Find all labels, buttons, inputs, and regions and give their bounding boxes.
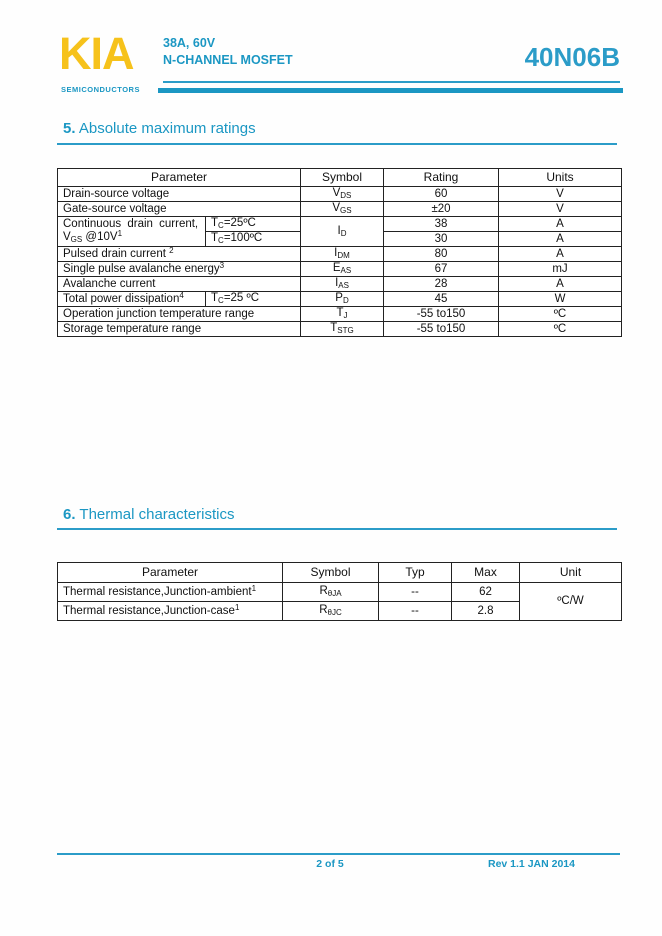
unit-cell: mJ <box>499 262 622 277</box>
section-5-number: 5. <box>63 120 76 137</box>
rating-cell: 60 <box>384 187 499 202</box>
unit-cell: ºC <box>499 322 622 337</box>
header-symbol: Symbol <box>283 563 379 583</box>
rating-cell: 67 <box>384 262 499 277</box>
param-cell: Drain-source voltage <box>58 187 301 202</box>
section-5-title <box>63 120 256 137</box>
unit-cell: A <box>499 217 622 232</box>
part-number: 40N06B <box>524 42 620 72</box>
device-spec-line1: 38A, 60V <box>163 36 216 50</box>
kia-logo: KIA <box>59 28 134 79</box>
rating-cell: 80 <box>384 247 499 262</box>
section-5-text: Absolute maximum ratings <box>78 120 256 137</box>
symbol-cell: RθJA <box>283 583 379 602</box>
unit-cell: A <box>499 277 622 292</box>
param-cell: Single pulse avalanche energy$^3$ <box>58 262 301 277</box>
rating-cell: ±20 <box>384 202 499 217</box>
condition-cell: TC=25ºC <box>206 217 301 232</box>
header-rule-thin <box>163 81 620 83</box>
symbol-cell: EAS <box>301 262 384 277</box>
unit-cell: A <box>499 247 622 262</box>
footer-rule <box>57 853 620 855</box>
param-cell: Gate-source voltage <box>58 202 301 217</box>
unit-cell: W <box>499 292 622 307</box>
symbol-cell: PD <box>301 292 384 307</box>
max-cell: 2.8 <box>452 602 520 621</box>
symbol-cell: ID <box>301 217 384 247</box>
section-6-rule <box>57 528 617 530</box>
table-row <box>58 202 622 217</box>
header-unit: Unit <box>520 563 622 583</box>
table-row <box>58 583 622 602</box>
symbol-cell: IAS <box>301 277 384 292</box>
rating-cell: 28 <box>384 277 499 292</box>
symbol-cell: IDM <box>301 247 384 262</box>
section-6-text: Thermal characteristics <box>79 506 235 523</box>
header-units: Units <box>499 169 622 187</box>
table-header-row <box>58 169 622 187</box>
param-cell: Thermal resistance,Junction-case$^1$ <box>58 602 283 621</box>
rating-cell: 45 <box>384 292 499 307</box>
table-header-row <box>58 563 622 583</box>
unit-cell: V <box>499 187 622 202</box>
table-row <box>58 307 622 322</box>
typ-cell: -- <box>379 602 452 621</box>
page-indicator: 2 of 5 <box>316 858 344 870</box>
symbol-cell: TSTG <box>301 322 384 337</box>
header-symbol: Symbol <box>301 169 384 187</box>
header-typ: Typ <box>379 563 452 583</box>
section-6-number: 6. <box>63 506 76 523</box>
device-spec-line2: N-CHANNEL MOSFET <box>163 53 293 67</box>
typ-cell: -- <box>379 583 452 602</box>
condition-cell: TC=100ºC <box>206 232 301 247</box>
param-cell: Thermal resistance,Junction-ambient$^1$ <box>58 583 283 602</box>
absolute-maximum-ratings-table <box>57 168 622 337</box>
thermal-characteristics-table <box>57 562 622 621</box>
header-rule-thick <box>158 88 623 93</box>
table-row <box>58 247 622 262</box>
revision-label: Rev 1.1 JAN 2014 <box>488 858 575 870</box>
symbol-cell: VGS <box>301 202 384 217</box>
rating-cell: 38 <box>384 217 499 232</box>
header-rating: Rating <box>384 169 499 187</box>
param-cell: Continuous drain current, VGS $@10V^1$ <box>58 217 206 247</box>
rating-cell: 30 <box>384 232 499 247</box>
symbol-cell: TJ <box>301 307 384 322</box>
header-parameter: Parameter <box>58 563 283 583</box>
table-row <box>58 262 622 277</box>
param-cell: Total power dissipation$^4$ <box>58 292 206 307</box>
condition-cell: TC=25 ºC <box>206 292 301 307</box>
header-parameter: Parameter <box>58 169 301 187</box>
rating-cell: -55 to150 <box>384 322 499 337</box>
rating-cell: -55 to150 <box>384 307 499 322</box>
param-cell: Avalanche current <box>58 277 301 292</box>
unit-cell: ºC/W <box>520 583 622 621</box>
header-max: Max <box>452 563 520 583</box>
symbol-cell: VDS <box>301 187 384 202</box>
section-5-rule <box>57 143 617 145</box>
max-cell: 62 <box>452 583 520 602</box>
param-cell: Operation junction temperature range <box>58 307 301 322</box>
logo-subtitle: SEMICONDUCTORS <box>61 85 140 94</box>
table-row <box>58 217 622 232</box>
unit-cell: A <box>499 232 622 247</box>
unit-cell: ºC <box>499 307 622 322</box>
symbol-cell: RθJC <box>283 602 379 621</box>
unit-cell: V <box>499 202 622 217</box>
param-cell: Storage temperature range <box>58 322 301 337</box>
table-row <box>58 322 622 337</box>
table-row <box>58 187 622 202</box>
section-6-title <box>63 506 234 523</box>
param-cell: Pulsed drain current $^2$ <box>58 247 301 262</box>
table-row <box>58 292 622 307</box>
table-row <box>58 277 622 292</box>
